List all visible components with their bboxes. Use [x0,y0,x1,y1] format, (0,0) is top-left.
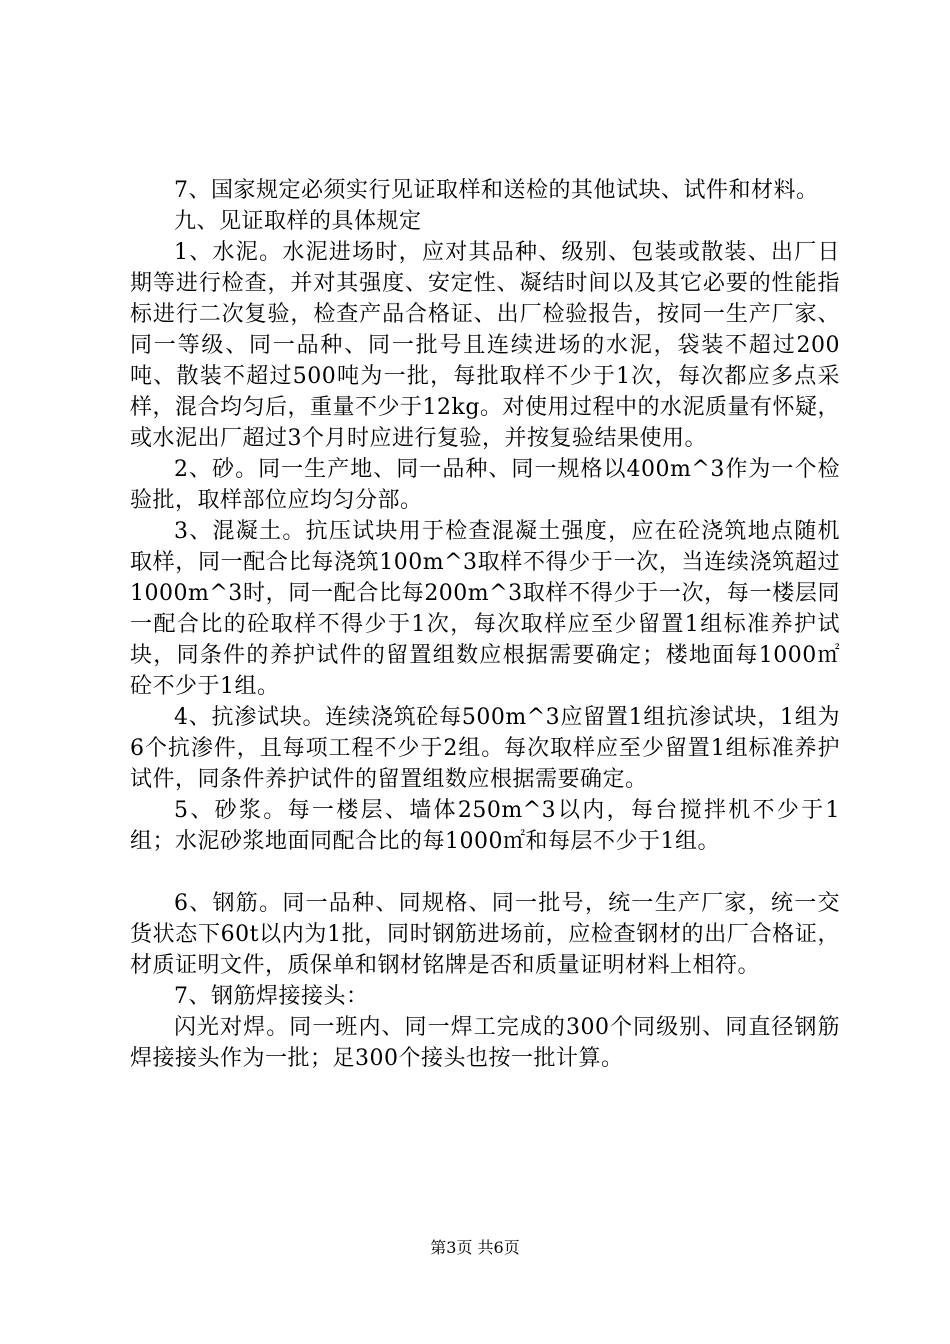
paragraph-cement: 1、水泥。水泥进场时，应对其品种、级别、包装或散装、出厂日期等进行检查，并对其强度、安定性、凝结时间以及其它必要的性能指标进行二次复验，检查产品合格证、出厂检验报告，按同一生产厂家、同一等级、同一品种、同一批号且连续进场的水泥，袋装不超过200吨、散装不超过500吨为一批，每批取样不少于1次，每次都应多点采样，混合均匀后，重量不少于12kg。对使用过程中的水泥质量有怀疑，或水泥出厂超过3个月时应进行复验，并按复验结果使用。 [130,240,840,451]
paragraph-concrete: 3、混凝土。抗压试块用于检查混凝土强度，应在砼浇筑地点随机取样，同一配合比每浇筑100m^3取样不得少于一次，当连续浇筑超过1000m^3时，同一配合比每200m^3取样不得少于一次，每一楼层同一配合比的砼取样不得少于1次，每次取样应至少留置1组标准养护试块，同条件的养护试件的留置组数应根据需要确定；楼地面每1000㎡砼不少于1组。 [130,519,840,699]
document-body [130,175,840,1074]
paragraph-flash-butt-welding: 闪光对焊。同一班内、同一焊工完成的300个同级别、同直径钢筋焊接接头作为一批；足300个接头也按一批计算。 [130,1015,840,1071]
section-heading-sampling-rules: 九、见证取样的具体规定 [174,209,422,234]
paragraph-mortar: 5、砂浆。每一楼层、墙体250m^3以内，每台搅拌机不少于1组；水泥砂浆地面同配合比的每1000㎡和每层不少于1组。 [130,798,840,854]
page-footer: 第3页 共6页 [430,1238,520,1257]
paragraph-steel-rebar: 6、钢筋。同一品种、同规格、同一批号，统一生产厂家，统一交货状态下60t以内为1批，同时钢筋进场前，应检查钢材的出厂合格证，材质证明文件，质保单和钢材铭牌是否和质量证明材料上相符。 [130,891,840,978]
paragraph-sand: 2、砂。同一生产地、同一品种、同一规格以400m^3作为一个检验批，取样部位应均匀分部。 [130,457,840,513]
paragraph-impermeability-test-block: 4、抗渗试块。连续浇筑砼每500m^3应留置1组抗渗试块，1组为6个抗渗件，且每项工程不少于2组。每次取样应至少留置1组标准养护试件，同条件养护试件的留置组数应根据需要确定。 [130,705,840,792]
paragraph-rebar-weld-joints: 7、钢筋焊接接头： [174,984,369,1009]
paragraph-item-7-other-materials: 7、国家规定必须实行见证取样和送检的其他试块、试件和材料。 [174,178,819,203]
paragraph-spacer [130,857,840,888]
